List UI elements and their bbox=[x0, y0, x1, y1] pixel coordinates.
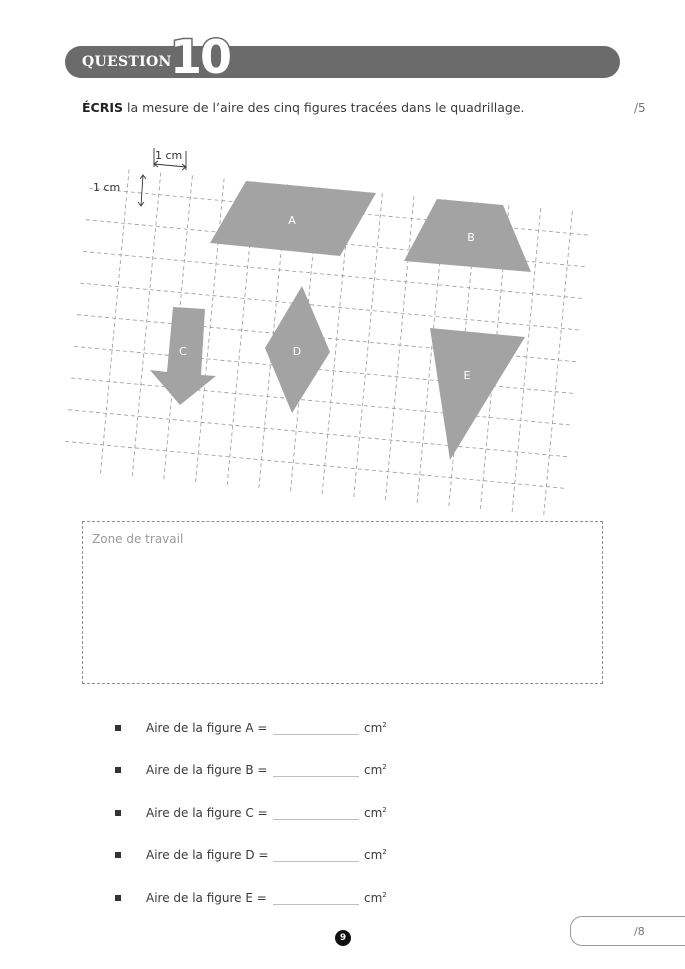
grid-line bbox=[544, 211, 573, 515]
question-label: QUESTION bbox=[82, 54, 172, 70]
answer-unit-b: $cm^2$ bbox=[364, 763, 387, 777]
answer-label-b: Aire de la figure B = bbox=[146, 763, 268, 777]
answer-unit-d: $cm^2$ bbox=[364, 848, 387, 862]
figure-c-label: C bbox=[179, 345, 187, 358]
answer-label-c: Aire de la figure C = bbox=[146, 806, 268, 820]
bullet-icon bbox=[115, 895, 121, 901]
score-box bbox=[570, 916, 685, 946]
grid-line bbox=[101, 170, 130, 474]
answer-unit-c: $cm^2$ bbox=[364, 806, 387, 820]
answer-label-d: Aire de la figure D = bbox=[146, 848, 269, 862]
bullet-icon bbox=[115, 767, 121, 773]
instruction-text: la mesure de l’aire des cinq figures tracées dans le quadrillage. bbox=[123, 100, 525, 115]
answer-blank-c[interactable] bbox=[273, 819, 359, 820]
answer-unit-a: $cm^2$ bbox=[364, 721, 387, 735]
answer-unit-e: $cm^2$ bbox=[364, 891, 387, 905]
answer-blank-b[interactable] bbox=[273, 776, 359, 777]
figure-d-label: D bbox=[292, 345, 302, 358]
work-zone-label: Zone de travail bbox=[92, 532, 184, 546]
scale-vertical bbox=[138, 175, 146, 206]
total-points: /8 bbox=[634, 925, 645, 938]
figure-e-label: E bbox=[463, 369, 471, 382]
answer-label-e: Aire de la figure E = bbox=[146, 891, 267, 905]
grid-line bbox=[80, 283, 580, 330]
question-number: 10 bbox=[170, 30, 231, 84]
figure-a-label: A bbox=[288, 214, 296, 227]
figure-b-label: B bbox=[467, 231, 475, 244]
page-number: 9 bbox=[335, 930, 351, 946]
grid-line bbox=[385, 196, 414, 500]
grid-line bbox=[65, 441, 565, 488]
grid-line bbox=[71, 378, 571, 425]
grid-line bbox=[68, 410, 568, 457]
scale-vertical-label: 1 cm bbox=[93, 181, 121, 194]
answer-label-a: Aire de la figure A = bbox=[146, 721, 268, 735]
answer-blank-a[interactable] bbox=[273, 734, 359, 735]
question-points: /5 bbox=[634, 101, 646, 115]
bullet-icon bbox=[115, 725, 121, 731]
answer-blank-e[interactable] bbox=[273, 904, 359, 905]
instruction-verb: ÉCRIS bbox=[82, 100, 123, 115]
bullet-icon bbox=[115, 810, 121, 816]
figure-e bbox=[430, 328, 525, 460]
bullet-icon bbox=[115, 852, 121, 858]
grid-line bbox=[132, 173, 161, 477]
answer-blank-d[interactable] bbox=[273, 861, 359, 862]
scale-horizontal-label: 1 cm bbox=[155, 149, 183, 162]
grid-line bbox=[354, 193, 383, 497]
